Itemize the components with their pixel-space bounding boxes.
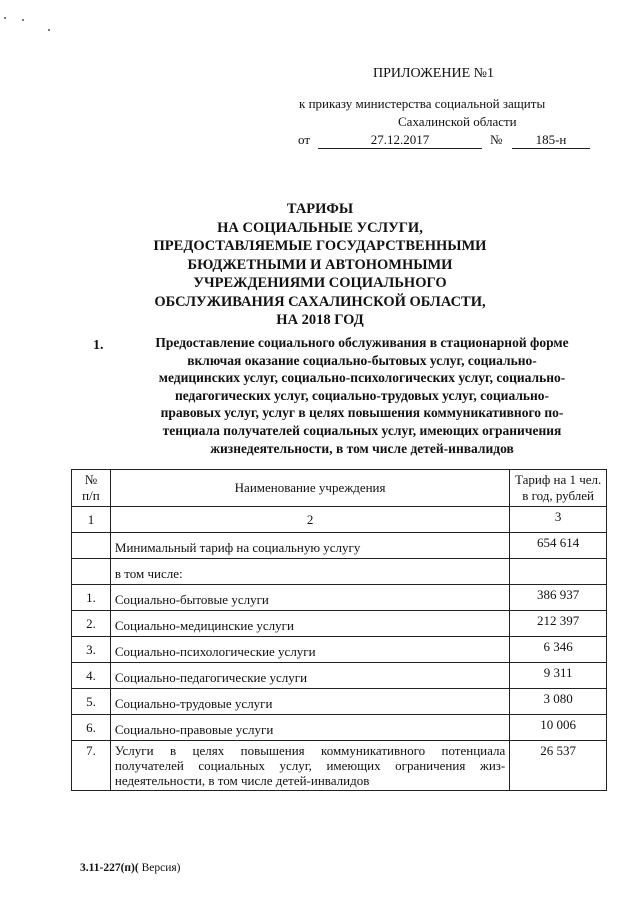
- row-tariff: 9 311: [510, 663, 607, 689]
- row-name: Социально-педагогические услуги: [110, 663, 509, 689]
- table-row: [72, 663, 607, 689]
- document-code: [80, 862, 180, 874]
- row-number: [72, 533, 111, 559]
- row-name: Социально-психологические услуги: [110, 637, 509, 663]
- table-row: [72, 559, 607, 585]
- row-number: 1.: [72, 585, 111, 611]
- appendix-label: ПРИЛОЖЕНИЕ №1: [373, 66, 494, 81]
- section-line: медицинских услуг, социально-психологических услуг, социально-: [158, 370, 566, 386]
- row-name: Социально-бытовые услуги: [110, 585, 509, 611]
- scan-speck: [4, 17, 6, 19]
- document-title: [100, 200, 540, 330]
- section-number: 1.: [93, 338, 104, 353]
- title-line: ОБСЛУЖИВАНИЯ САХАЛИНСКОЙ ОБЛАСТИ,: [154, 293, 486, 310]
- scan-speck: [22, 19, 24, 21]
- row-number: 4.: [72, 663, 111, 689]
- order-reference: к приказу министерства социальной защиты: [299, 96, 546, 111]
- order-date: 27.12.2017: [318, 132, 482, 149]
- row-number: 5.: [72, 689, 111, 715]
- scan-speck: [48, 29, 50, 31]
- section-line: жизнедеятельности, в том числе детей-инвалидов: [210, 440, 514, 456]
- row-tariff: 212 397: [510, 611, 607, 637]
- index-cell: 2: [110, 507, 509, 533]
- title-line: НА СОЦИАЛЬНЫЕ УСЛУГИ,: [217, 219, 423, 236]
- section-line: правовых услуг, услуг в целях повышения коммуникативного по-: [160, 405, 564, 421]
- index-cell: 1: [72, 507, 111, 533]
- column-index-row: [72, 507, 607, 533]
- header-number: № п/п: [72, 470, 111, 507]
- table-row: [72, 533, 607, 559]
- header-name: Наименование учреждения: [110, 470, 509, 507]
- section-line: педагогических услуг, социально-трудовых услуг, социально-: [174, 387, 550, 403]
- title-line: БЮДЖЕТНЫМИ И АВТОНОМНЫМИ: [187, 256, 453, 273]
- row-name: Услуги в целях повышения коммуникативного потенциала получателей социальных услуг, имеющих ограничения жиз-недеятельности, в том числе детей-инвалидов: [110, 741, 509, 791]
- section-line: Предоставление социального обслуживания в стационарной форме: [155, 335, 569, 350]
- table-row: [72, 715, 607, 741]
- row-number: 3.: [72, 637, 111, 663]
- code-label: 3.11-227(п)(: [80, 862, 139, 874]
- title-line: УЧРЕЖДЕНИЯМИ СОЦИАЛЬНОГО: [193, 275, 447, 291]
- table-row: [72, 741, 607, 791]
- title-line: НА 2018 ГОД: [276, 312, 364, 328]
- title-line: ТАРИФЫ: [286, 201, 354, 217]
- row-name: Минимальный тариф на социальную услугу: [110, 533, 509, 559]
- table-row: [72, 637, 607, 663]
- row-name: Социально-трудовые услуги: [110, 689, 509, 715]
- table-row: [72, 611, 607, 637]
- row-number: 2.: [72, 611, 111, 637]
- row-tariff: 26 537: [510, 741, 607, 791]
- region-name: Сахалинской области: [398, 114, 517, 129]
- version-label: Версия): [138, 862, 181, 874]
- row-number: [72, 559, 111, 585]
- row-name: Социально-правовые услуги: [110, 715, 509, 741]
- row-tariff: [510, 559, 607, 585]
- row-name: в том числе:: [110, 559, 509, 585]
- tariff-table: [71, 469, 607, 791]
- table-header-row: [72, 470, 607, 507]
- number-label: №: [490, 132, 503, 147]
- section-line: тенциала получателей социальных услуг, имеющих ограничения: [162, 422, 562, 438]
- row-name: Социально-медицинские услуги: [110, 611, 509, 637]
- table-row: [72, 689, 607, 715]
- row-number: 6.: [72, 715, 111, 741]
- row-number: 7.: [72, 741, 111, 791]
- index-cell: 3: [510, 507, 607, 533]
- row-tariff: 10 006: [510, 715, 607, 741]
- header-tariff: Тариф на 1 чел. в год, рублей: [510, 470, 607, 507]
- from-label: от: [298, 132, 311, 147]
- row-tariff: 386 937: [510, 585, 607, 611]
- row-tariff: 6 346: [510, 637, 607, 663]
- row-tariff: 3 080: [510, 689, 607, 715]
- row-tariff: 654 614: [510, 533, 607, 559]
- title-line: ПРЕДОСТАВЛЯЕМЫЕ ГОСУДАРСТВЕННЫМИ: [153, 238, 487, 254]
- section-heading: [130, 334, 594, 457]
- section-line: включая оказание социально-бытовых услуг, социально-: [187, 352, 537, 368]
- order-date-number: [298, 132, 598, 152]
- order-number: 185-н: [512, 132, 590, 149]
- table-row: [72, 585, 607, 611]
